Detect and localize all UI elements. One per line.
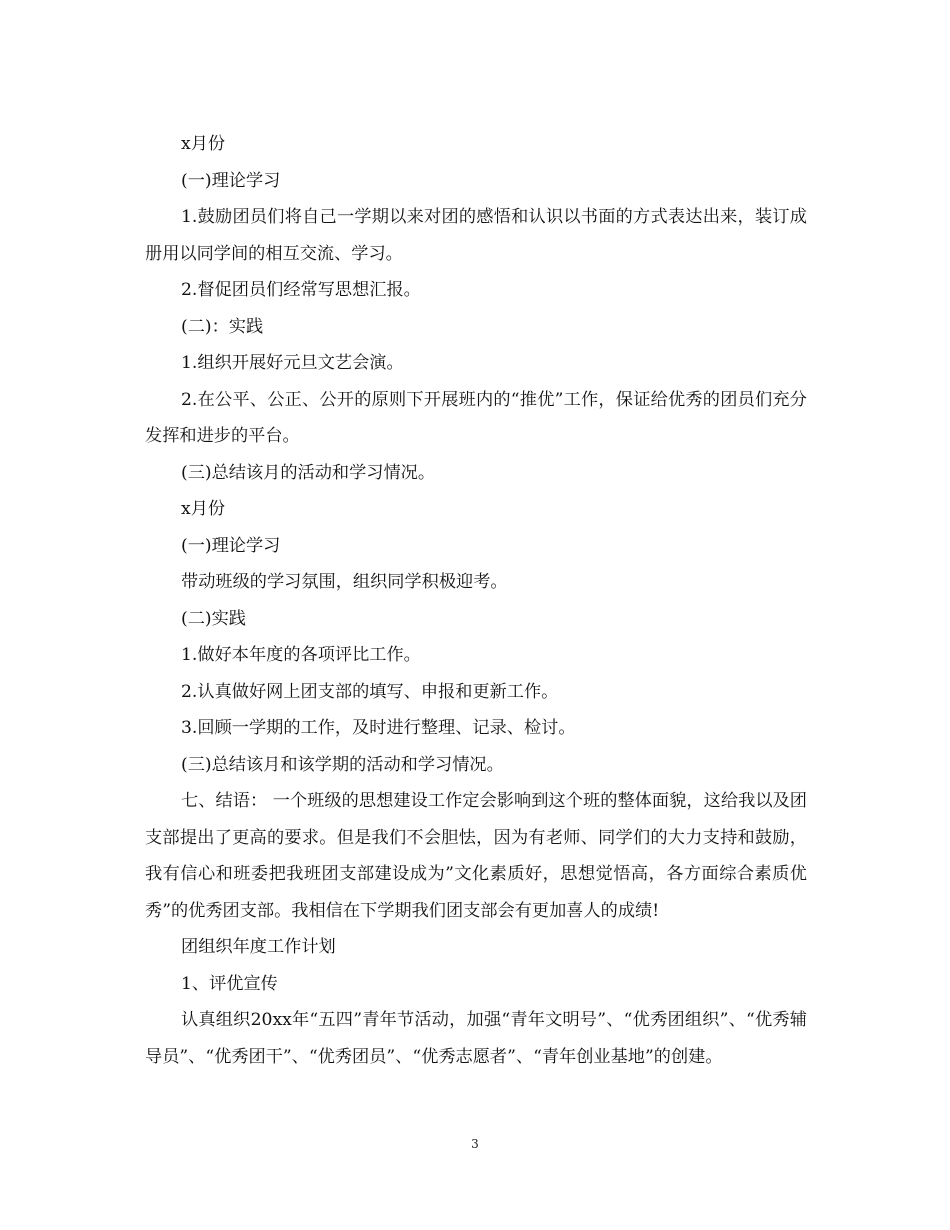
paragraph: 2.在公平、公正、公开的原则下开展班内的“推优”工作，保证给优秀的团员们充分发挥和进步的平台。 <box>145 389 807 446</box>
paragraph: (三)总结该月和该学期的活动和学习情况。 <box>181 754 504 775</box>
paragraph: (二)：实践 <box>181 316 264 337</box>
paragraph: 带动班级的学习氛围，组织同学积极迎考。 <box>181 572 508 592</box>
paragraph: 1.做好本年度的各项评比工作。 <box>181 645 421 665</box>
paragraph: 团组织年度工作计划 <box>181 937 336 957</box>
paragraph: 七、结语： 一个班级的思想建设工作定会影响到这个班的整体面貌，这给我以及团支部提出了更高的要求。但是我们不会胆怯，因为有老师、同学们的大力支持和鼓励，我有信心和班委把我班团支部建设成为”文化素质好，思想觉悟高，各方面综合素质优秀”的优秀团支部。我相信在下学期我们团支部会有更加喜人的成绩! <box>145 791 807 921</box>
paragraph: 2.认真做好网上团支部的填写、申报和更新工作。 <box>181 681 559 702</box>
paragraph: (二)实践 <box>181 608 246 629</box>
paragraph: 2.督促团员们经常写思想汇报。 <box>181 280 421 300</box>
paragraph: 1.鼓励团员们将自己一学期以来对团的感悟和认识以书面的方式表达出来，装订成册用以同学间的相互交流、学习。 <box>145 207 807 264</box>
paragraph: (三)总结该月的活动和学习情况。 <box>181 462 436 483</box>
paragraph: 1、评优宣传 <box>181 973 278 994</box>
page-number: 3 <box>471 1137 479 1151</box>
paragraph: 1.组织开展好元旦文艺会演。 <box>181 353 404 373</box>
document-body <box>145 126 807 1075</box>
paragraph: 认真组织20xx年“五四”青年节活动，加强“青年文明号”、“优秀团组织”、“优秀辅导员”、“优秀团干”、“优秀团员”、“优秀志愿者”、“青年创业基地”的创建。 <box>145 1010 807 1067</box>
paragraph: x月份 <box>181 499 226 519</box>
paragraph: (一)理论学习 <box>181 170 281 191</box>
paragraph: 3.回顾一学期的工作，及时进行整理、记录、检讨。 <box>181 718 576 738</box>
paragraph: x月份 <box>181 134 226 154</box>
paragraph: (一)理论学习 <box>181 535 281 556</box>
